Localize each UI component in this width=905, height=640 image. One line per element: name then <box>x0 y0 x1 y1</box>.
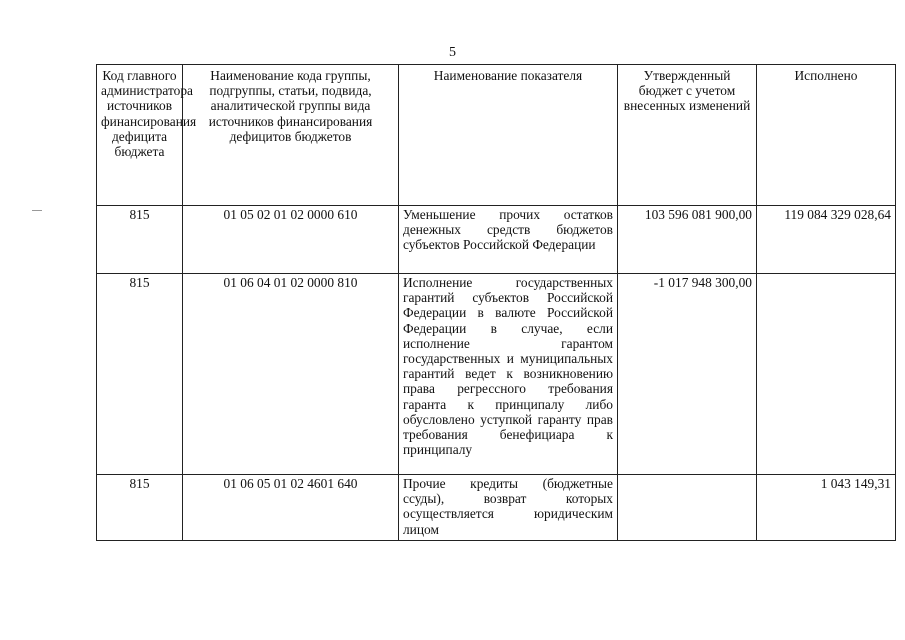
header-approved-budget: Утвержденный бюджет с учетом внесенных изменений <box>618 65 757 206</box>
header-admin-code: Код главного администратора источников финансирования дефицита бюджета <box>97 65 183 206</box>
row-indicator-name: Прочие кредиты (бюджетные ссуды), возврат которых осуществляется юридическим лицом <box>399 475 618 541</box>
row-admin-code: 815 <box>97 206 183 274</box>
row-indicator-name: Исполнение государственных гарантий субъектов Российской Федерации в валюте Российской Федерации в случае, если исполнение гарантом государственных и муниципальных гарантий ведет к возникновению права регрессного требования гаранта к принципалу либо обусловлено уступкой гаранту прав требования бенефициара к принципалу <box>399 274 618 475</box>
row-approved-value: -1 017 948 300,00 <box>618 274 757 475</box>
table-row <box>97 274 896 475</box>
row-executed-value: 1 043 149,31 <box>757 475 896 541</box>
table-row <box>97 206 896 274</box>
row-executed-value <box>757 274 896 475</box>
budget-sources-table <box>96 64 896 541</box>
row-admin-code: 815 <box>97 274 183 475</box>
row-approved-value <box>618 475 757 541</box>
row-admin-code: 815 <box>97 475 183 541</box>
table-row <box>97 475 896 541</box>
margin-mark <box>32 210 42 211</box>
row-group-code: 01 05 02 01 02 0000 610 <box>183 206 399 274</box>
header-indicator-name: Наименование показателя <box>399 65 618 206</box>
header-executed: Исполнено <box>757 65 896 206</box>
header-group-code: Наименование кода группы, подгруппы, статьи, подвида, аналитической группы вида источников финансирования дефицитов бюджетов <box>183 65 399 206</box>
row-group-code: 01 06 04 01 02 0000 810 <box>183 274 399 475</box>
table-header-row <box>97 65 896 206</box>
row-approved-value: 103 596 081 900,00 <box>618 206 757 274</box>
row-group-code: 01 06 05 01 02 4601 640 <box>183 475 399 541</box>
row-executed-value: 119 084 329 028,64 <box>757 206 896 274</box>
page-number: 5 <box>449 45 456 60</box>
row-indicator-name: Уменьшение прочих остатков денежных средств бюджетов субъектов Российской Федерации <box>399 206 618 274</box>
